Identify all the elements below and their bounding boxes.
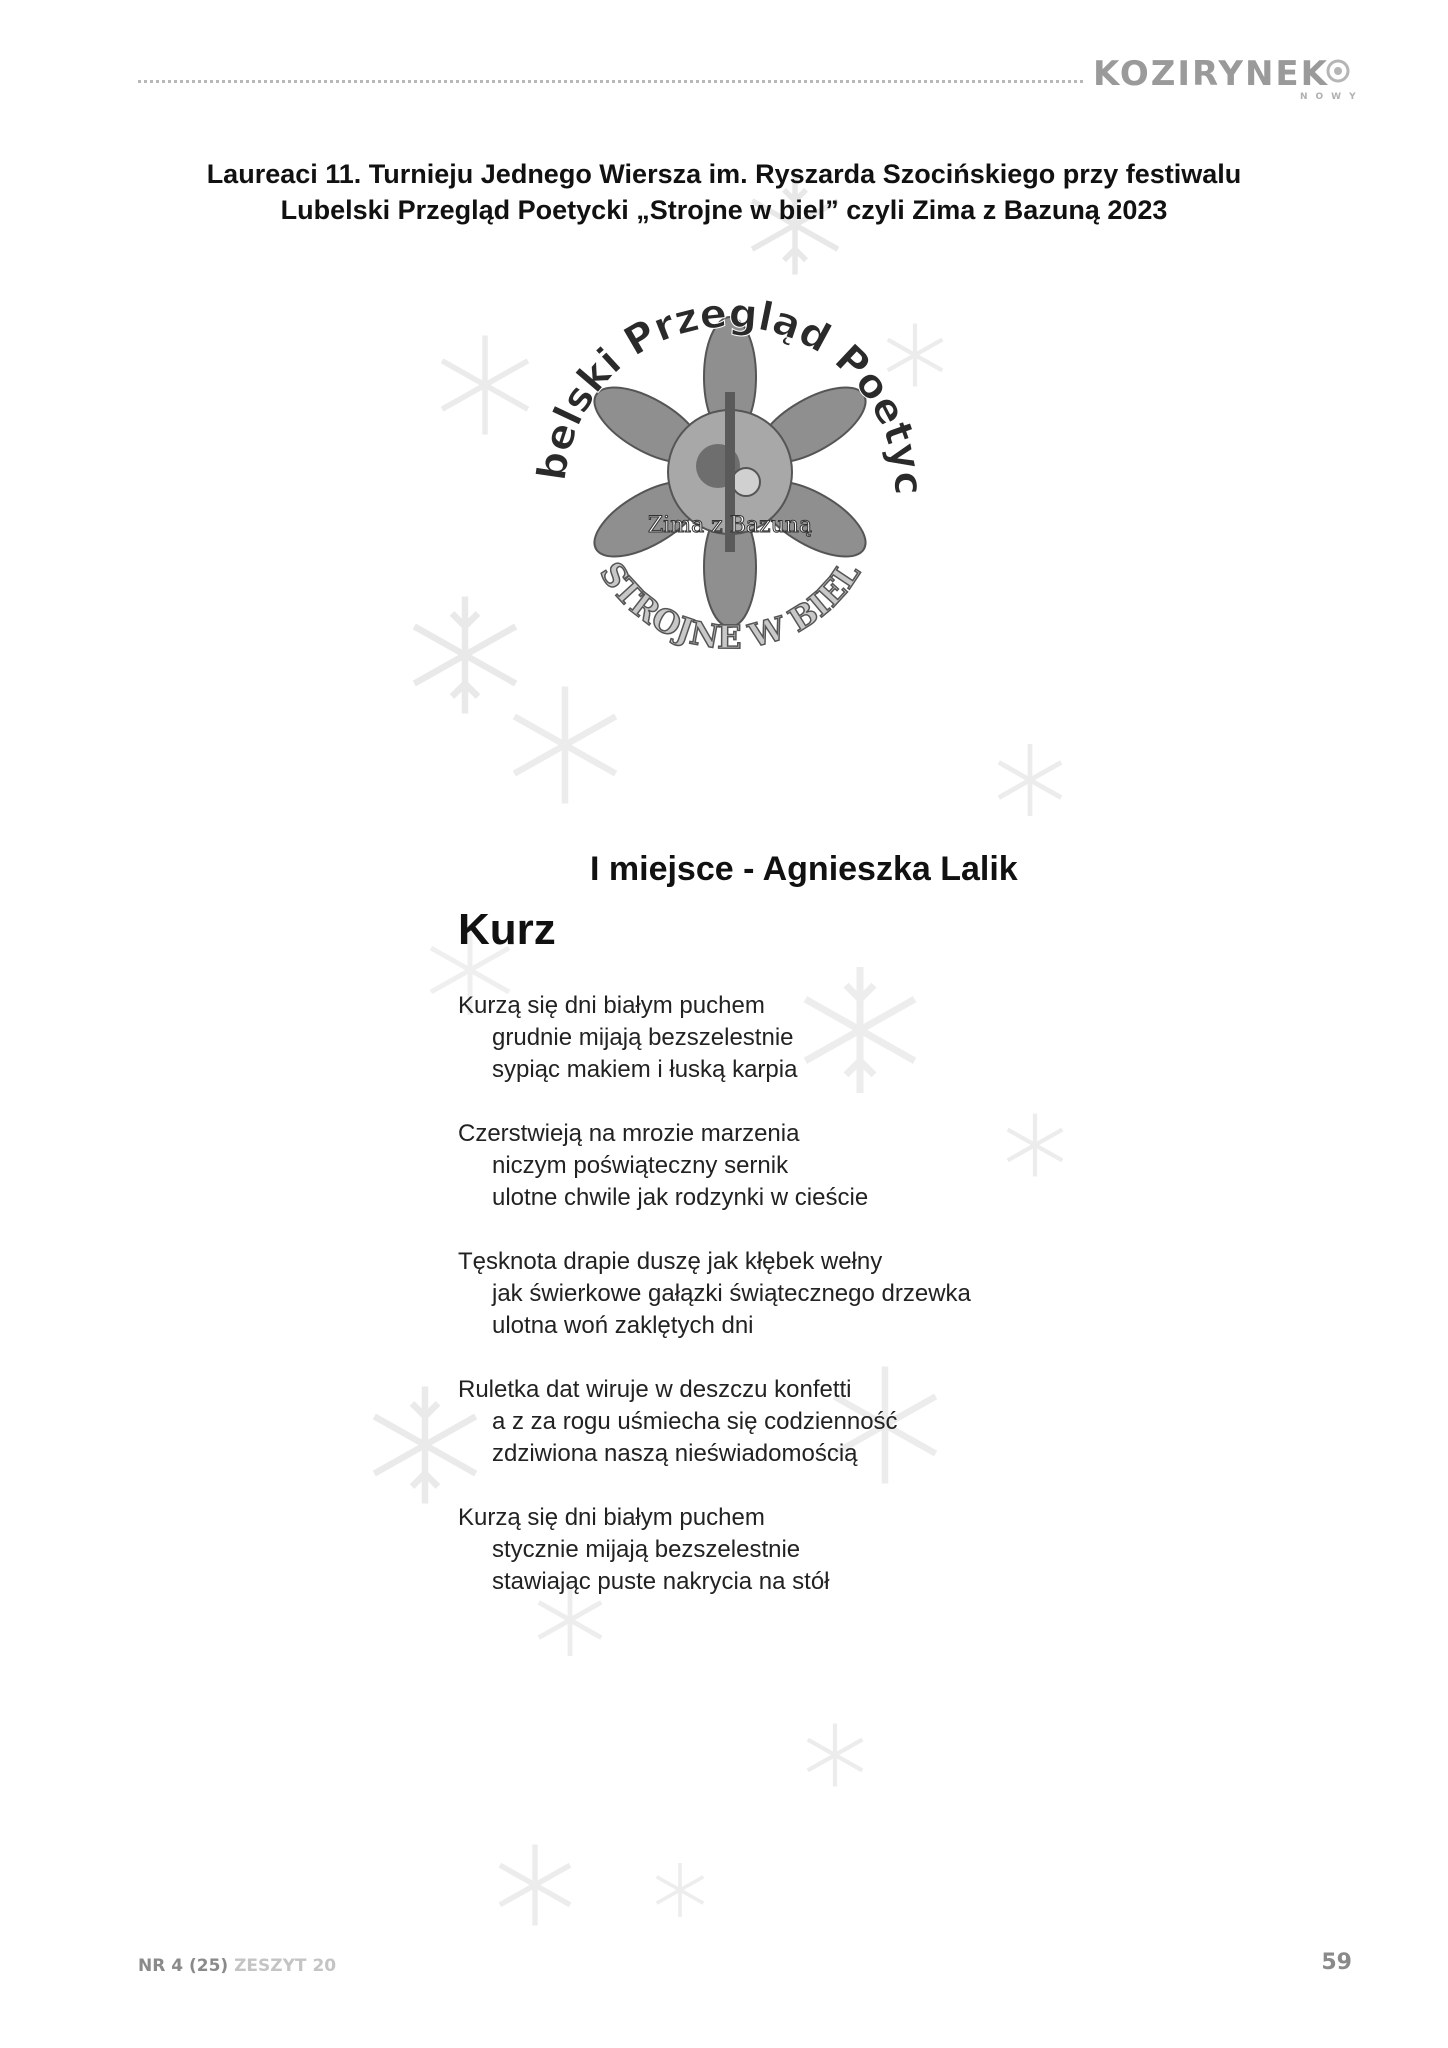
snowflake-icon — [990, 740, 1070, 820]
poem-title: Kurz — [458, 905, 556, 954]
poem-line: a z za rogu uśmiecha się codzienność — [492, 1408, 898, 1435]
masthead-circle-icon — [1325, 58, 1351, 84]
snowflake-icon — [490, 1840, 580, 1930]
poem-stanza — [458, 1502, 1258, 1598]
poem-line: grudnie mijają bezszelestnie — [492, 1024, 794, 1051]
poem-body — [458, 990, 1258, 1630]
snowflake-icon — [500, 680, 630, 810]
poem-line: Tęsknota drapie duszę jak kłębek wełny — [458, 1248, 883, 1275]
logo-bottom-text: STROJNE W BIEL — [592, 555, 868, 657]
page-title-line-2: Lubelski Przegląd Poetycki „Strojne w biel” czyli Zima z Bazuną 2023 — [280, 195, 1168, 225]
footer-issue: NR 4 (25) — [138, 1956, 229, 1976]
masthead-logo: KOZIRYNEK — [1093, 54, 1329, 94]
logo-arc-text: belski Przegląd Poetyc — [529, 290, 932, 497]
festival-logo — [520, 282, 940, 682]
poem-line: sypiąc makiem i łuską karpia — [492, 1056, 798, 1083]
poem-line: zdziwiona naszą nieświadomością — [492, 1440, 858, 1467]
poem-stanza — [458, 990, 1258, 1086]
poem-line: Kurzą się dni białym puchem — [458, 1504, 765, 1531]
poem-line: Ruletka dat wiruje w deszczu konfetti — [458, 1376, 852, 1403]
page-number: 59 — [1321, 1950, 1352, 1975]
poem-stanza — [458, 1246, 1258, 1342]
poem-line: Czerstwieją na mrozie marzenia — [458, 1120, 800, 1147]
logo-center-text: Zima z Bazuną — [647, 513, 813, 538]
section-heading: I miejsce - Agnieszka Lalik — [590, 850, 1018, 888]
footer-volume: ZESZYT 20 — [234, 1956, 337, 1976]
poem-line: ulotna woń zaklętych dni — [492, 1312, 754, 1339]
poem-line: stycznie mijają bezszelestnie — [492, 1536, 801, 1563]
festival-logo-graphic — [520, 282, 940, 682]
snowflake-icon — [800, 1720, 870, 1790]
poem-line: jak świerkowe gałązki świątecznego drzewka — [492, 1280, 971, 1307]
snowflake-icon — [650, 1860, 710, 1920]
poem-line: Kurzą się dni białym puchem — [458, 992, 765, 1019]
poem-stanza — [458, 1374, 1258, 1470]
poem-line: ulotne chwile jak rodzynki w cieście — [492, 1184, 869, 1211]
masthead-subtitle: NOWY — [1300, 92, 1364, 102]
poem-line: stawiając puste nakrycia na stół — [492, 1568, 830, 1595]
poem-stanza — [458, 1118, 1258, 1214]
footer-issue-info — [138, 1956, 336, 1976]
page-title-line-1: Laureaci 11. Turnieju Jednego Wiersza im. Ryszarda Szocińskiego przy festiwalu — [206, 159, 1242, 189]
poem-line: niczym poświąteczny sernik — [492, 1152, 789, 1179]
header-divider — [138, 80, 1083, 83]
